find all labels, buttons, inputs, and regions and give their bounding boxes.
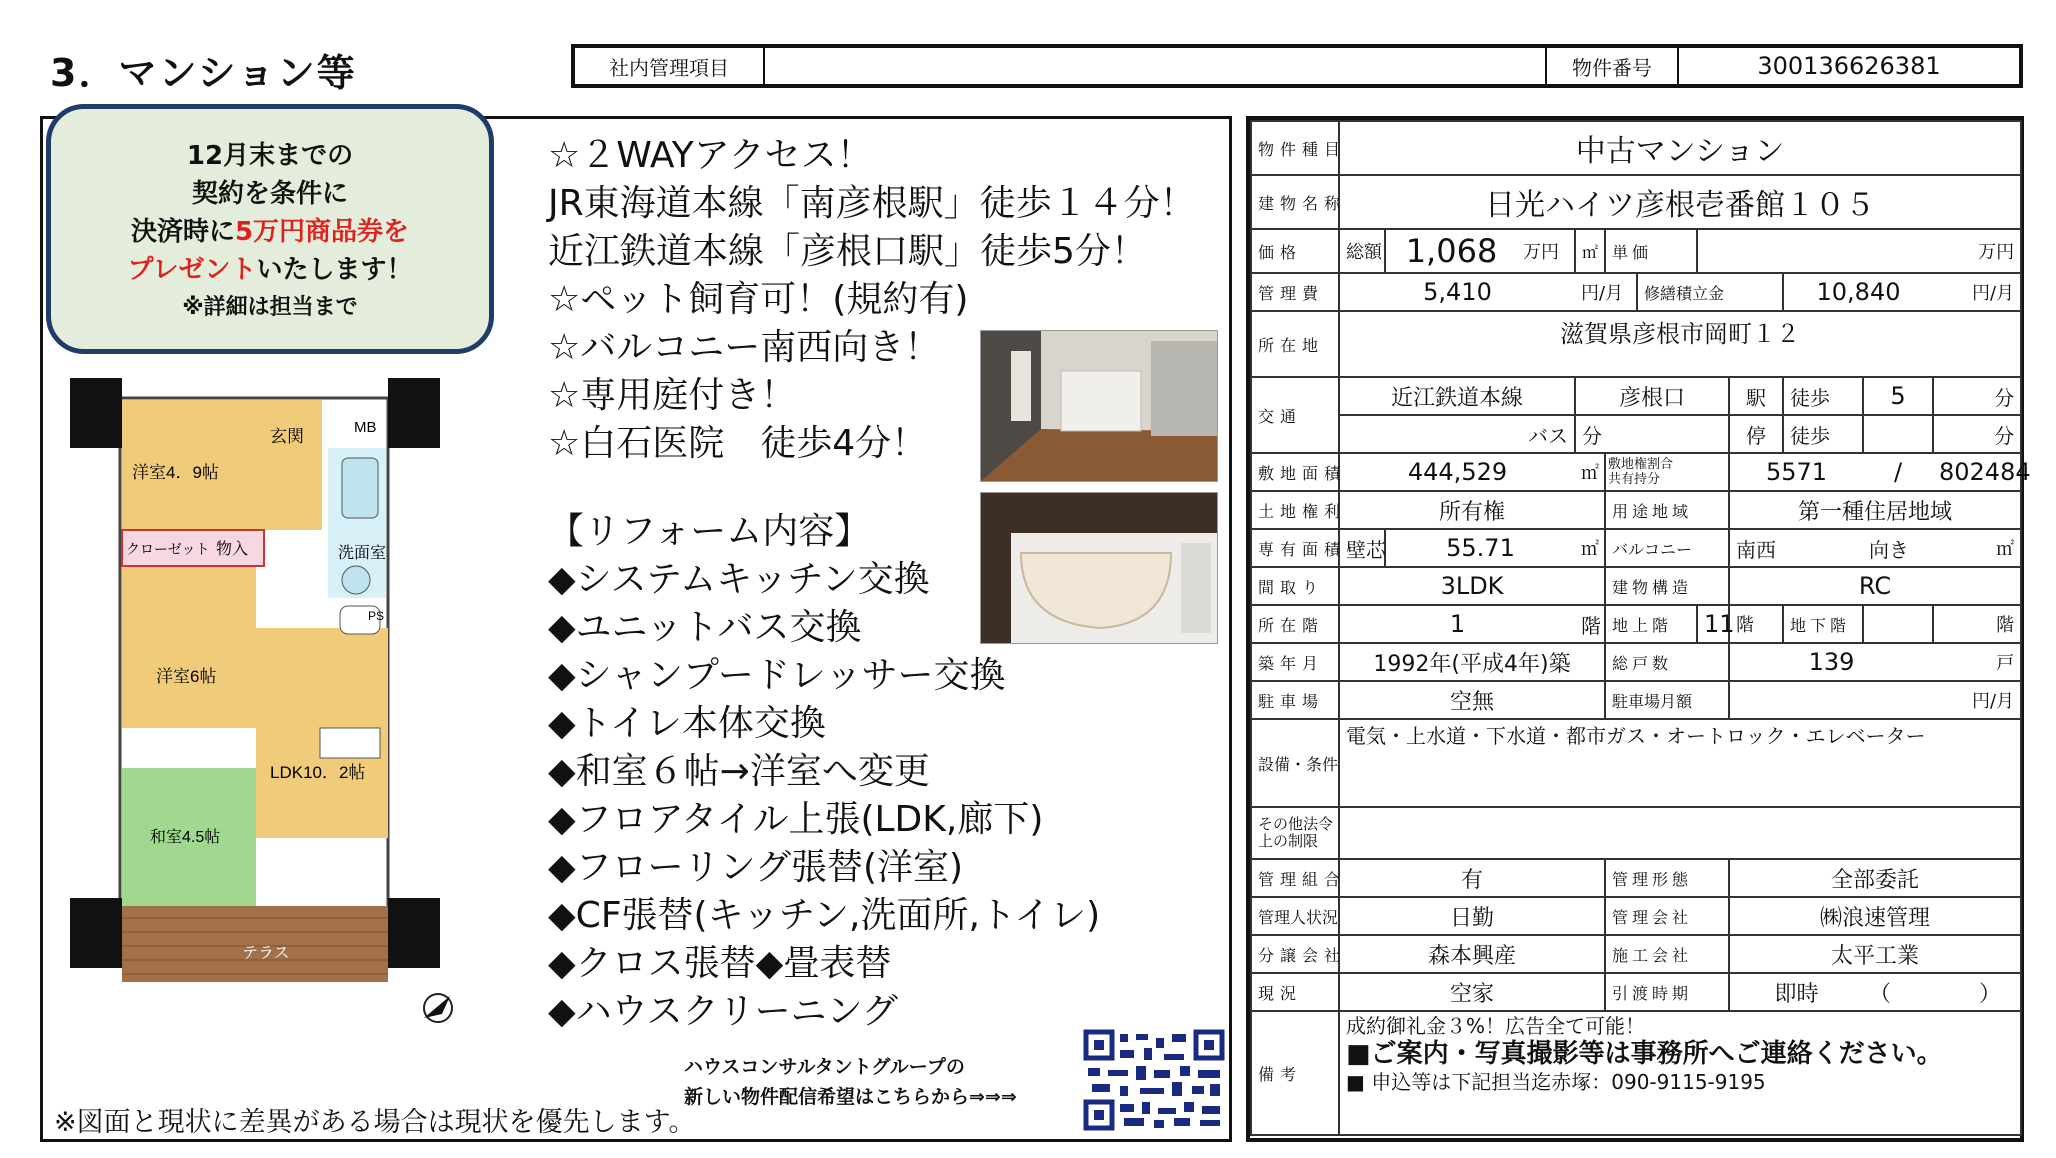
biko-line-3: ■ 申込等は下記担当迄赤塚：090-9115-9195 xyxy=(1346,1070,1766,1094)
units-label: 総戸数 xyxy=(1605,643,1729,681)
below-label: 地下階 xyxy=(1783,605,1863,643)
balcony-label: バルコニー xyxy=(1605,529,1729,567)
hikiwatashi: 即時 xyxy=(1729,973,1863,1011)
bus-fun-label: 分 xyxy=(1575,415,1729,453)
washitsu-label: 和室4.5帖 xyxy=(150,829,221,846)
parking-fee-label: 駐車場月額 xyxy=(1605,681,1729,719)
property-number: 300136626381 xyxy=(1757,52,1941,80)
keitai-label: 管理形態 xyxy=(1605,859,1729,897)
management-bar xyxy=(571,44,2023,88)
promo-note: ※詳細は担当まで xyxy=(182,295,358,320)
reform-item: ◆フロアタイル上張(LDK,廊下) xyxy=(548,799,1044,840)
ldk-label: LDK10．2帖 xyxy=(270,763,366,782)
floor-area: 55.71 xyxy=(1385,529,1575,567)
kumiai: 有 xyxy=(1339,859,1605,897)
biko-line-1: 成約御礼金３%！広告全て可能！ xyxy=(1346,1014,1646,1038)
zone-label: 用途地域 xyxy=(1605,491,1729,529)
unit-price xyxy=(1697,229,1933,273)
promo-line xyxy=(51,251,489,289)
genkan-label: 玄関 xyxy=(270,427,304,446)
floor-plan xyxy=(70,358,470,1018)
area-unit: ㎡ xyxy=(1575,529,1605,567)
unit-price-unit: 万円 xyxy=(1933,229,2021,273)
reform-item: ◆フローリング張替(洋室) xyxy=(548,847,964,888)
spec-table xyxy=(1250,120,2031,1136)
site-label: 敷地面積 xyxy=(1251,453,1339,491)
fun2-label: 分 xyxy=(1933,415,2021,453)
type-label: 物件種目 xyxy=(1251,121,1339,175)
area-label: 専有面積 xyxy=(1251,529,1339,567)
floors-above: 11 xyxy=(1697,605,1729,643)
structure: RC xyxy=(1729,567,2021,605)
reform-item: ◆トイレ本体交換 xyxy=(548,703,826,744)
shuzen-label: 修繕積立金 xyxy=(1637,273,1783,311)
feature-item: ☆白石医院 徒歩4分！ xyxy=(548,423,928,464)
feature-item: 近江鉄道本線「彦根口駅」徒歩5分！ xyxy=(548,231,1147,272)
above-label: 地上階 xyxy=(1605,605,1697,643)
ko-label: 戸 xyxy=(1933,643,2021,681)
terrace-label: テラス xyxy=(242,945,290,962)
parking-fee-unit: 円/月 xyxy=(1729,681,2021,719)
qr-code-icon[interactable] xyxy=(1084,1030,1224,1130)
seko-label: 施工会社 xyxy=(1605,935,1729,973)
equipment: 電気・上水道・下水道・都市ガス・オートロック・エレベーター xyxy=(1339,719,2021,807)
property-number-label: 物件番号 xyxy=(1547,48,1679,84)
eki-label: 駅 xyxy=(1729,377,1783,415)
law-label-2: 上の制限 xyxy=(1258,832,1319,850)
property-type: 中古マンション xyxy=(1339,121,2021,175)
fun-label: 分 xyxy=(1933,377,2021,415)
kumiai-label: 管理組合 xyxy=(1251,859,1339,897)
mgmt-value xyxy=(765,48,1547,84)
ratio-slash: / xyxy=(1863,453,1933,491)
site-area: 444,529 xyxy=(1339,453,1575,491)
mb-label: MB xyxy=(354,419,377,436)
name-label: 建物名称 xyxy=(1251,175,1339,229)
price-unit: 万円 xyxy=(1517,229,1575,273)
toho2-label: 徒歩 xyxy=(1783,415,1863,453)
qr-caption xyxy=(684,1052,1017,1112)
reform-item: ◆システムキッチン交換 xyxy=(548,559,930,600)
disclaimer: ※図面と現状に差異がある場合は現状を優先します。 xyxy=(54,1107,696,1138)
shuzen-fee: 10,840 xyxy=(1783,273,1933,311)
kanri-label: 管理費 xyxy=(1251,273,1339,311)
ratio-a: 5571 xyxy=(1729,453,1863,491)
kai3-label: 階 xyxy=(1933,605,2021,643)
feature-item: ☆ペット飼育可！(規約有) xyxy=(548,279,969,320)
reform-item: ◆ユニットバス交換 xyxy=(548,607,862,648)
section-title: 3．マンション等 xyxy=(50,51,357,95)
land-rights: 所有権 xyxy=(1339,491,1605,529)
seko: 太平工業 xyxy=(1729,935,2021,973)
hikiwatashi-label: 引渡時期 xyxy=(1605,973,1729,1011)
layout-label: 間取り xyxy=(1251,567,1339,605)
promo-line: 契約を条件に xyxy=(191,179,348,209)
reform-item: ◆和室６帖→洋室へ変更 xyxy=(548,751,930,792)
sqm-unit: ㎡ xyxy=(1575,229,1605,273)
price-label: 価格 xyxy=(1251,229,1339,273)
bunjo: 森本興産 xyxy=(1339,935,1605,973)
ratio-label-1: 敷地権割合 xyxy=(1608,457,1674,472)
ratio-label-2: 共有持分 xyxy=(1608,472,1661,487)
toho-label: 徒歩 xyxy=(1783,377,1863,415)
zoning: 第一種住居地域 xyxy=(1729,491,2021,529)
room2-label: 洋室6帖 xyxy=(156,667,217,686)
kaisha-label: 管理会社 xyxy=(1605,897,1729,935)
room1-label: 洋室4．9帖 xyxy=(132,463,219,482)
wall-label: 壁芯 xyxy=(1339,529,1385,567)
land-label: 土地権利 xyxy=(1251,491,1339,529)
law-label-1: その他法令 xyxy=(1258,815,1334,833)
price-value: 1,068 xyxy=(1385,229,1517,273)
qr-caption-line: ハウスコンサルタントグループの xyxy=(684,1056,965,1078)
reform-item: ◆CF張替(キッチン,洗面所,トイレ) xyxy=(548,895,1101,936)
total-units: 139 xyxy=(1729,643,1933,681)
bathtub-icon xyxy=(342,458,378,518)
feature-item: ☆専用庭付き！ xyxy=(548,375,797,416)
feature-item: ☆バルコニー南西向き！ xyxy=(548,327,941,368)
jokyo: 日勤 xyxy=(1339,897,1605,935)
promo-highlight: プレゼント xyxy=(127,255,257,285)
floor: 1 xyxy=(1339,605,1575,643)
kanri-fee: 5,410 xyxy=(1339,273,1575,311)
parking-label: 駐車場 xyxy=(1251,681,1339,719)
balcony-unit: ㎡ xyxy=(1933,529,2021,567)
legal-restrictions xyxy=(1339,807,2021,859)
station: 彦根口 xyxy=(1575,377,1729,415)
building-name: 日光ハイツ彦根壱番館１０５ xyxy=(1339,175,2021,229)
qr-caption-line: 新しい物件配信希望はこちらから⇒⇒⇒ xyxy=(684,1086,1017,1108)
biko-line-2: ■ご案内・写真撮影等は事務所へご連絡ください。 xyxy=(1346,1039,1943,1069)
genkyo-label: 現況 xyxy=(1251,973,1339,1011)
promo-text: いたします！ xyxy=(256,255,413,285)
promo-line: 12月末までの xyxy=(186,141,354,171)
biko-label: 備考 xyxy=(1251,1011,1339,1135)
feature-item: ☆２WAYアクセス！ xyxy=(548,135,873,176)
site-unit: ㎡ xyxy=(1575,453,1605,491)
spec-panel xyxy=(1246,116,2031,1142)
reform-item: ◆クロス張替◆畳表替 xyxy=(548,943,892,984)
closet-label: クローゼット xyxy=(126,541,210,557)
keitai: 全部委託 xyxy=(1729,859,2021,897)
reform-item: ◆ハウスクリーニング xyxy=(548,991,898,1032)
hikiwatashi-paren: （ ） xyxy=(1863,973,2021,1011)
built-date: 1992年(平成4年)築 xyxy=(1339,643,1605,681)
promo-line xyxy=(51,213,489,251)
interior-photo xyxy=(980,330,1218,482)
built-label: 築年月 xyxy=(1251,643,1339,681)
genkyo: 空家 xyxy=(1339,973,1605,1011)
room-western-2 xyxy=(122,558,256,728)
floor-label: 所在階 xyxy=(1251,605,1339,643)
jokyo-label: 管理人状況 xyxy=(1251,897,1339,935)
senmen-label: 洗面室 xyxy=(338,545,387,562)
bunjo-label: 分譲会社 xyxy=(1251,935,1339,973)
promo-highlight: 5万円商品券を xyxy=(234,217,410,247)
address: 滋賀県彦根市岡町１２ xyxy=(1339,311,2021,377)
struct-label: 建物構造 xyxy=(1605,567,1729,605)
bus-label: バス xyxy=(1339,415,1575,453)
parking: 空無 xyxy=(1339,681,1605,719)
kai-label: 階 xyxy=(1575,605,1605,643)
kanri-unit: 円/月 xyxy=(1575,273,1637,311)
kai2-label: 階 xyxy=(1729,605,1783,643)
terrace xyxy=(122,906,388,982)
rail-line: 近江鉄道本線 xyxy=(1339,377,1575,415)
reform-item: ◆シャンプードレッサー交換 xyxy=(548,655,1006,696)
mono-label: 物入 xyxy=(216,541,249,558)
ps-label: PS xyxy=(368,609,385,623)
balcony-direction: 南西 xyxy=(1729,529,1863,567)
feature-item: JR東海道本線「南彦根駅」徒歩１４分！ xyxy=(548,183,1196,224)
compass-icon xyxy=(424,994,452,1022)
muki-label: 向き xyxy=(1863,529,1933,567)
reform-heading: 【リフォーム内容】 xyxy=(548,511,871,552)
equip-label: 設備・条件 xyxy=(1251,719,1339,807)
sink-icon xyxy=(342,566,370,594)
kitchen-icon xyxy=(320,728,380,758)
bathroom-photo xyxy=(980,492,1218,644)
shuzen-unit: 円/月 xyxy=(1933,273,2021,311)
total-label: 総額 xyxy=(1339,229,1385,273)
address-label: 所在地 xyxy=(1251,311,1339,377)
kanri-kaisha: ㈱浪速管理 xyxy=(1729,897,2021,935)
ratio-b: 802484 xyxy=(1933,453,2021,491)
walk-minutes: 5 xyxy=(1863,377,1933,415)
unit-price-label: 単価 xyxy=(1605,229,1697,273)
promo-text: 決済時に xyxy=(130,217,235,247)
traffic-label: 交通 xyxy=(1251,377,1339,453)
promo-box xyxy=(46,104,494,354)
layout: 3LDK xyxy=(1339,567,1605,605)
tei-label: 停 xyxy=(1729,415,1783,453)
mgmt-label: 社内管理項目 xyxy=(575,48,765,84)
